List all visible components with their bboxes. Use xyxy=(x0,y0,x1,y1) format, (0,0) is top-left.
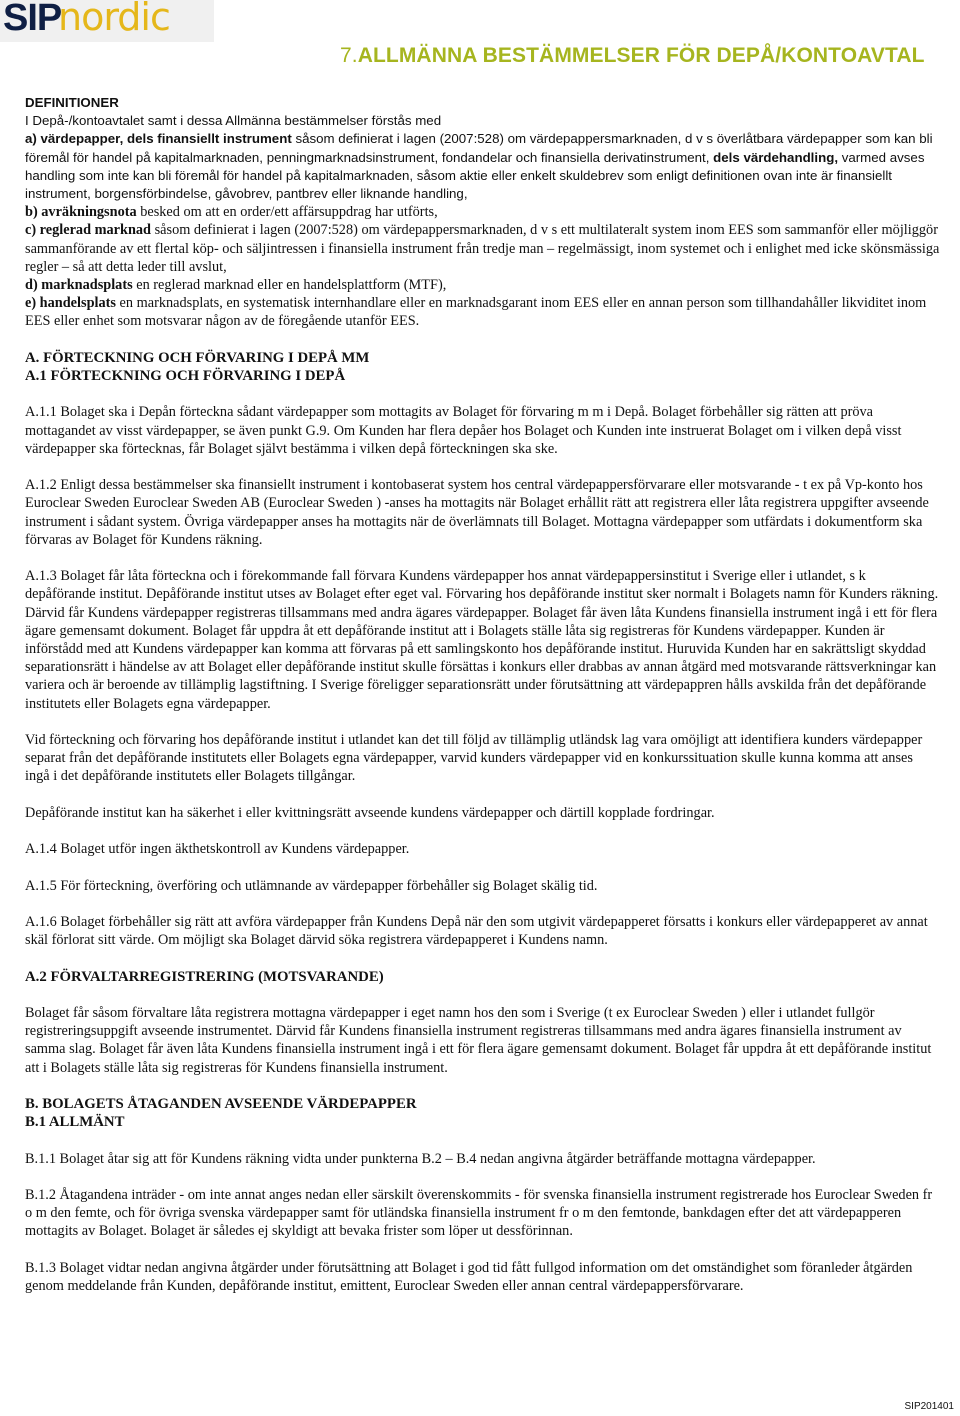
paragraph-a12: A.1.2 Enligt dessa bestämmelser ska finansiellt instrument i kontobaserat system hos central värdepappersförvarare eller motsvarande - t ex på Vp-konto hos Euroclear Sweden Euroclear Sweden AB (Euroclear Sweden ) -anses ha mottagits när Bolaget erhållit rätt att registrera eller låta registrera uppgifter avseende instrument i sådant system. Övriga värdepapper anses ha mottagits när de överlämnats till Bolaget. Mottagna värdepapper som utfärdats i dokumentform ska förvaras av Bolaget för Kundens räkning. xyxy=(25,477,929,548)
paragraph-a15: A.1.5 För förteckning, överföring och utlämnande av värdepapper förbehåller sig Bolaget skälig tid. xyxy=(25,877,598,894)
definition-d-text: en reglerad marknad eller en handelsplattform (MTF), xyxy=(132,277,447,294)
section-b-heading: B. BOLAGETS ÅTAGANDEN AVSEENDE VÄRDEPAPPER xyxy=(25,1095,417,1112)
paragraph-a13: A.1.3 Bolaget får låta förteckna och i förekommande fall förvara Kundens värdepapper hos annat värdepappersinstitut i Sverige eller i utlandet, s k depåförande institut. Depåförande institut utses av Bolaget efter eget val. Förvaring hos depåförande institut sker normalt i Bolagets namn för Kunders räkning. Därvid får Kundens värdepapper registreras tillsammans med andra ägares värdepapper. Bolaget får även låta Kundens finansiella instrument ingå i ett för flera ägare gemensamt dokument. Bolaget får uppdra åt ett depåförande institut att i Bolagets ställe låta sig registreras för Kundens värdepapper. Kunden är införstådd med att Kundens värdepapper kan komma att förvaras på ett samlingskonto hos depåförande institut. Huruvida Kunden har en sakrättsligt skyddad separationsrätt i händelse av att Bolaget eller depåförande institut skulle försättas i konkurs eller drabbas av annan åtgärd med motsvarande rättsverkningar kan variera och är beroende av tillämplig lagstiftning. I Sverige föreligger separationsrätt under förutsättning att värdepappren hålls avskilda från det depåförande institutets eller Bolagets egna värdepapper. xyxy=(25,568,939,712)
definition-d xyxy=(25,276,940,294)
definition-b xyxy=(25,203,940,221)
definition-a-term: a) värdepapper, dels finansiellt instrument xyxy=(25,131,292,147)
paragraph-b12: B.1.2 Åtagandena inträder - om inte annat anges nedan eller särskilt överenskommits - för svenska finansiella instrument registrerade hos Euroclear Sweden fr o m den femte, och för övriga svenska värdepapper samt för utländska finansiella instrument fr o m den femtonde, bankdagen efter det att värdepapperen mottagits av Bolaget. Bolaget är således ej skyldigt att bevaka frister som löper ut dessförinnan. xyxy=(25,1186,933,1240)
definition-a-text: såsom definierat i lagen (2007:528) om värdepappersmarknaden, d v s överlåtbara värdepapper som kan bli föremål för handel på kapitalmarknaden, penningmarknadsinstrument, fondandelar och finansiella derivatinstrument, xyxy=(25,131,933,165)
definitions-intro: I Depå-/kontoavtalet samt i dessa Allmänna bestämmelser förstås med xyxy=(25,113,442,129)
definition-e xyxy=(25,294,940,330)
definition-d-term: d) marknadsplats xyxy=(25,277,133,294)
paragraph-a14: A.1.4 Bolaget utför ingen äkthetskontroll av Kundens värdepapper. xyxy=(25,841,410,858)
title-number: 7. xyxy=(340,44,358,67)
sip-nordic-logo xyxy=(0,0,214,42)
paragraph-a16: A.1.6 Bolaget förbehåller sig rätt att avföra värdepapper från Kundens Depå när den som utgivit värdepapperet försatts i konkurs eller värdepapperet av annat skäl förlorat sitt värde. Om möjligt ska Bolaget därvid söka registrera värdepapperet i Kundens namn. xyxy=(25,914,928,949)
definition-b-term: b) avräkningsnota xyxy=(25,204,137,221)
paragraph-foreign-custody: Vid förteckning och förvaring hos depåförande institut i utlandet kan det till följd av tillämplig utländsk lag vara omöjligt att identifiera kunders värdepapper separat från det depåförande institutets eller Bolagets egna värdepapper, varvid kunders värdepapper vid en konkurssituation skulle kunna komma att anses ingå i det depåförande institutets eller Bolagets tillgångar. xyxy=(25,732,923,785)
definition-a-term2: dels värdehandling, xyxy=(713,149,839,165)
section-a2-heading: A.2 FÖRVALTARREGISTRERING (MOTSVARANDE) xyxy=(25,968,384,985)
definition-c-term: c) reglerad marknad xyxy=(25,222,152,239)
logo-sip-text: SIP xyxy=(3,0,62,39)
paragraph-a2: Bolaget får såsom förvaltare låta registrera mottagna värdepapper i eget namn hos den som i Sverige (t ex Euroclear Sweden ) eller i utlandet fullgör registreringsuppgift avseende instrumentet. Därvid får Kundens finansiella instrument registreras tillsammans med andra ägares finansiella instrument av samma slag. Bolaget får även låta Kundens finansiella instrument ingå i ett för flera ägare gemensamt dokument. Bolaget får uppdra åt ett depåförande institut att i Bolagets ställe låta sig registreras för Kundens finansiella instrument. xyxy=(25,1004,932,1076)
section-a-heading: A. FÖRTECKNING OCH FÖRVARING I DEPÅ MM xyxy=(25,349,370,366)
definition-a xyxy=(25,130,940,203)
definition-e-text: en marknadsplats, en systematisk internhandlare eller en marknadsgarant inom EES eller en annan person som tillhandahåller likviditet inom EES eller enhet som motsvarar någon av de föregående utanför EES. xyxy=(25,295,927,330)
definition-c xyxy=(25,221,940,276)
definition-e-term: e) handelsplats xyxy=(25,295,116,312)
logo-nordic-text: nordic xyxy=(58,0,170,39)
document-code: SIP201401 xyxy=(904,1401,954,1412)
paragraph-b11: B.1.1 Bolaget åtar sig att för Kundens räkning vidta under punkterna B.2 – B.4 nedan angivna åtgärder beträffande mottagna värdepapper. xyxy=(25,1150,816,1167)
section-b1-heading: B.1 ALLMÄNT xyxy=(25,1114,125,1131)
document-body xyxy=(25,94,940,1295)
definition-a-text2: varmed avses handling som inte kan bli föremål för handel på kapitalmarknaden, såsom aktie eller enkelt skuldebrev som enligt definitionen ovan inte är finansiellt instrument, borgensförbindelse, gåvobrev, pantbrev eller liknande handling, xyxy=(25,149,925,202)
definitions-heading xyxy=(25,94,940,112)
definitions-heading-text: DEFINITIONER xyxy=(25,95,119,110)
paragraph-b13: B.1.3 Bolaget vidtar nedan angivna åtgärder under förutsättning att Bolaget i god tid fått fullgod information om det omständighet som föranleder åtgärden genom meddelande från Kunden, depåförande institut, emittent, Euroclear Sweden eller annan central värdepappersförvarare. xyxy=(25,1259,913,1294)
page-title xyxy=(340,44,925,68)
definition-b-text: besked om att en order/ett affärsuppdrag har utförts, xyxy=(136,204,438,221)
paragraph-security-right: Depåförande institut kan ha säkerhet i eller kvittningsrätt avseende kundens värdepapper och därtill kopplade fordringar. xyxy=(25,804,715,821)
title-text: ALLMÄNNA BESTÄMMELSER FÖR DEPÅ/KONTOAVTAL xyxy=(357,44,925,67)
definition-c-text: såsom definierat i lagen (2007:528) om värdepappersmarknaden, d v s ett multilateralt system inom EES som sammanför eller möjliggör sammanförande av ett flertal köp- och säljintressen i finansiella instrument från tredje man – regelmässigt, inom systemet och i enlighet med icke skönsmässiga regler – så att detta leder till avslut, xyxy=(25,222,940,275)
paragraph-a11: A.1.1 Bolaget ska i Depån förteckna sådant värdepapper som mottagits av Bolaget för förvaring m m i Depå. Bolaget förbehåller sig rätten att pröva mottagandet av visst värdepapper, se även punkt G.9. Om Kunden har flera depåer hos Bolaget och Kunden inte instruerat Bolaget om i vilken depå visst värdepapper ska förtecknas, får Bolaget självt bestämma i vilken depå förteckningen ska ske. xyxy=(25,404,902,457)
section-a1-heading: A.1 FÖRTECKNING OCH FÖRVARING I DEPÅ xyxy=(25,368,346,385)
